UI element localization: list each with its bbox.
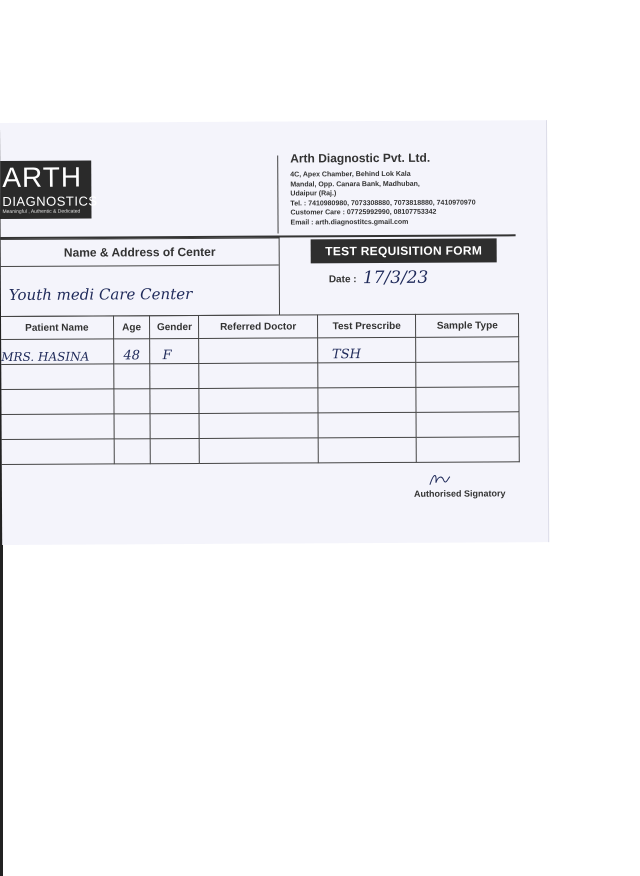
cell-patient-name [2, 439, 114, 465]
cell-referred-doctor [199, 388, 318, 414]
cell-sample-type [417, 437, 520, 463]
table-row [1, 362, 519, 390]
cell-gender: F [150, 338, 199, 363]
cell-gender [150, 413, 199, 438]
date-handwritten: 17/3/23 [362, 267, 429, 289]
form-title: TEST REQUISITION FORM [311, 238, 497, 263]
logo-text-main: ARTH [2, 161, 83, 193]
cell-sample-type [416, 337, 519, 363]
table-row [1, 387, 519, 415]
col-gender: Gender [150, 315, 199, 338]
company-info [290, 150, 540, 227]
address-line-2: Mandal, Opp. Canara Bank, Madhuban, [290, 180, 420, 188]
col-referred-doctor: Referred Doctor [199, 315, 318, 339]
cell-age [114, 414, 151, 439]
cell-test [318, 412, 417, 438]
center-box [1, 238, 280, 317]
table-row [2, 412, 520, 440]
header-divider [277, 156, 278, 234]
cell-test [318, 387, 417, 413]
address-line-3: Udaipur (Raj.) [290, 190, 337, 198]
company-tel: Tel. : 7410980980, 7073308880, 7073818880, 7410970970 [290, 199, 476, 207]
col-sample-type: Sample Type [416, 314, 519, 338]
table-header-row [1, 314, 519, 340]
address-line-1: 4C, Apex Chamber, Behind Lok Kala [290, 170, 411, 179]
arth-logo [0, 161, 98, 219]
cell-age [113, 364, 150, 389]
cell-test [318, 362, 417, 388]
date-label: Date : [328, 274, 357, 286]
cell-test: TSH [317, 337, 416, 363]
col-patient-name: Patient Name [1, 316, 113, 340]
cell-referred-doctor [199, 363, 318, 389]
table-row [2, 437, 520, 465]
cell-patient-name: MRS. HASINA [1, 339, 113, 365]
cell-test [318, 437, 417, 463]
cell-referred-doctor [199, 413, 318, 439]
cell-referred-doctor [199, 438, 318, 464]
requisition-form [0, 120, 549, 545]
cell-sample-type [416, 412, 519, 438]
company-email: Email : arth.diagnostitcs.gmail.com [290, 218, 409, 226]
cell-age: 48 [113, 339, 150, 364]
cell-referred-doctor [199, 338, 318, 364]
table-row [1, 337, 519, 365]
col-age: Age [113, 316, 150, 339]
patient-table [1, 313, 520, 465]
company-name: Arth Diagnostic Pvt. Ltd. [290, 150, 431, 166]
col-test-prescribe: Test Prescribe [317, 314, 416, 338]
logo-tagline: Meaningful , Authentic & Dedicated [2, 208, 81, 215]
cell-age [114, 439, 151, 464]
cell-gender [150, 363, 199, 388]
authorised-signatory: Authorised Signatory [413, 488, 506, 499]
cell-gender [150, 388, 199, 413]
logo-text-sub: DIAGNOSTICS [2, 193, 98, 209]
cell-gender [151, 438, 200, 463]
center-name-handwritten: Youth medi Care Center [8, 284, 193, 304]
cell-patient-name [2, 414, 114, 440]
cell-age [113, 389, 150, 414]
cell-patient-name [1, 389, 113, 415]
customer-care: Customer Care : 07725992990, 08107753342 [290, 208, 437, 217]
cell-sample-type [416, 387, 519, 413]
center-title: Name & Address of Center [63, 244, 216, 260]
cell-sample-type [416, 362, 519, 388]
signature-scribble [428, 471, 452, 489]
center-title-row [1, 239, 279, 267]
cell-patient-name [1, 364, 113, 390]
